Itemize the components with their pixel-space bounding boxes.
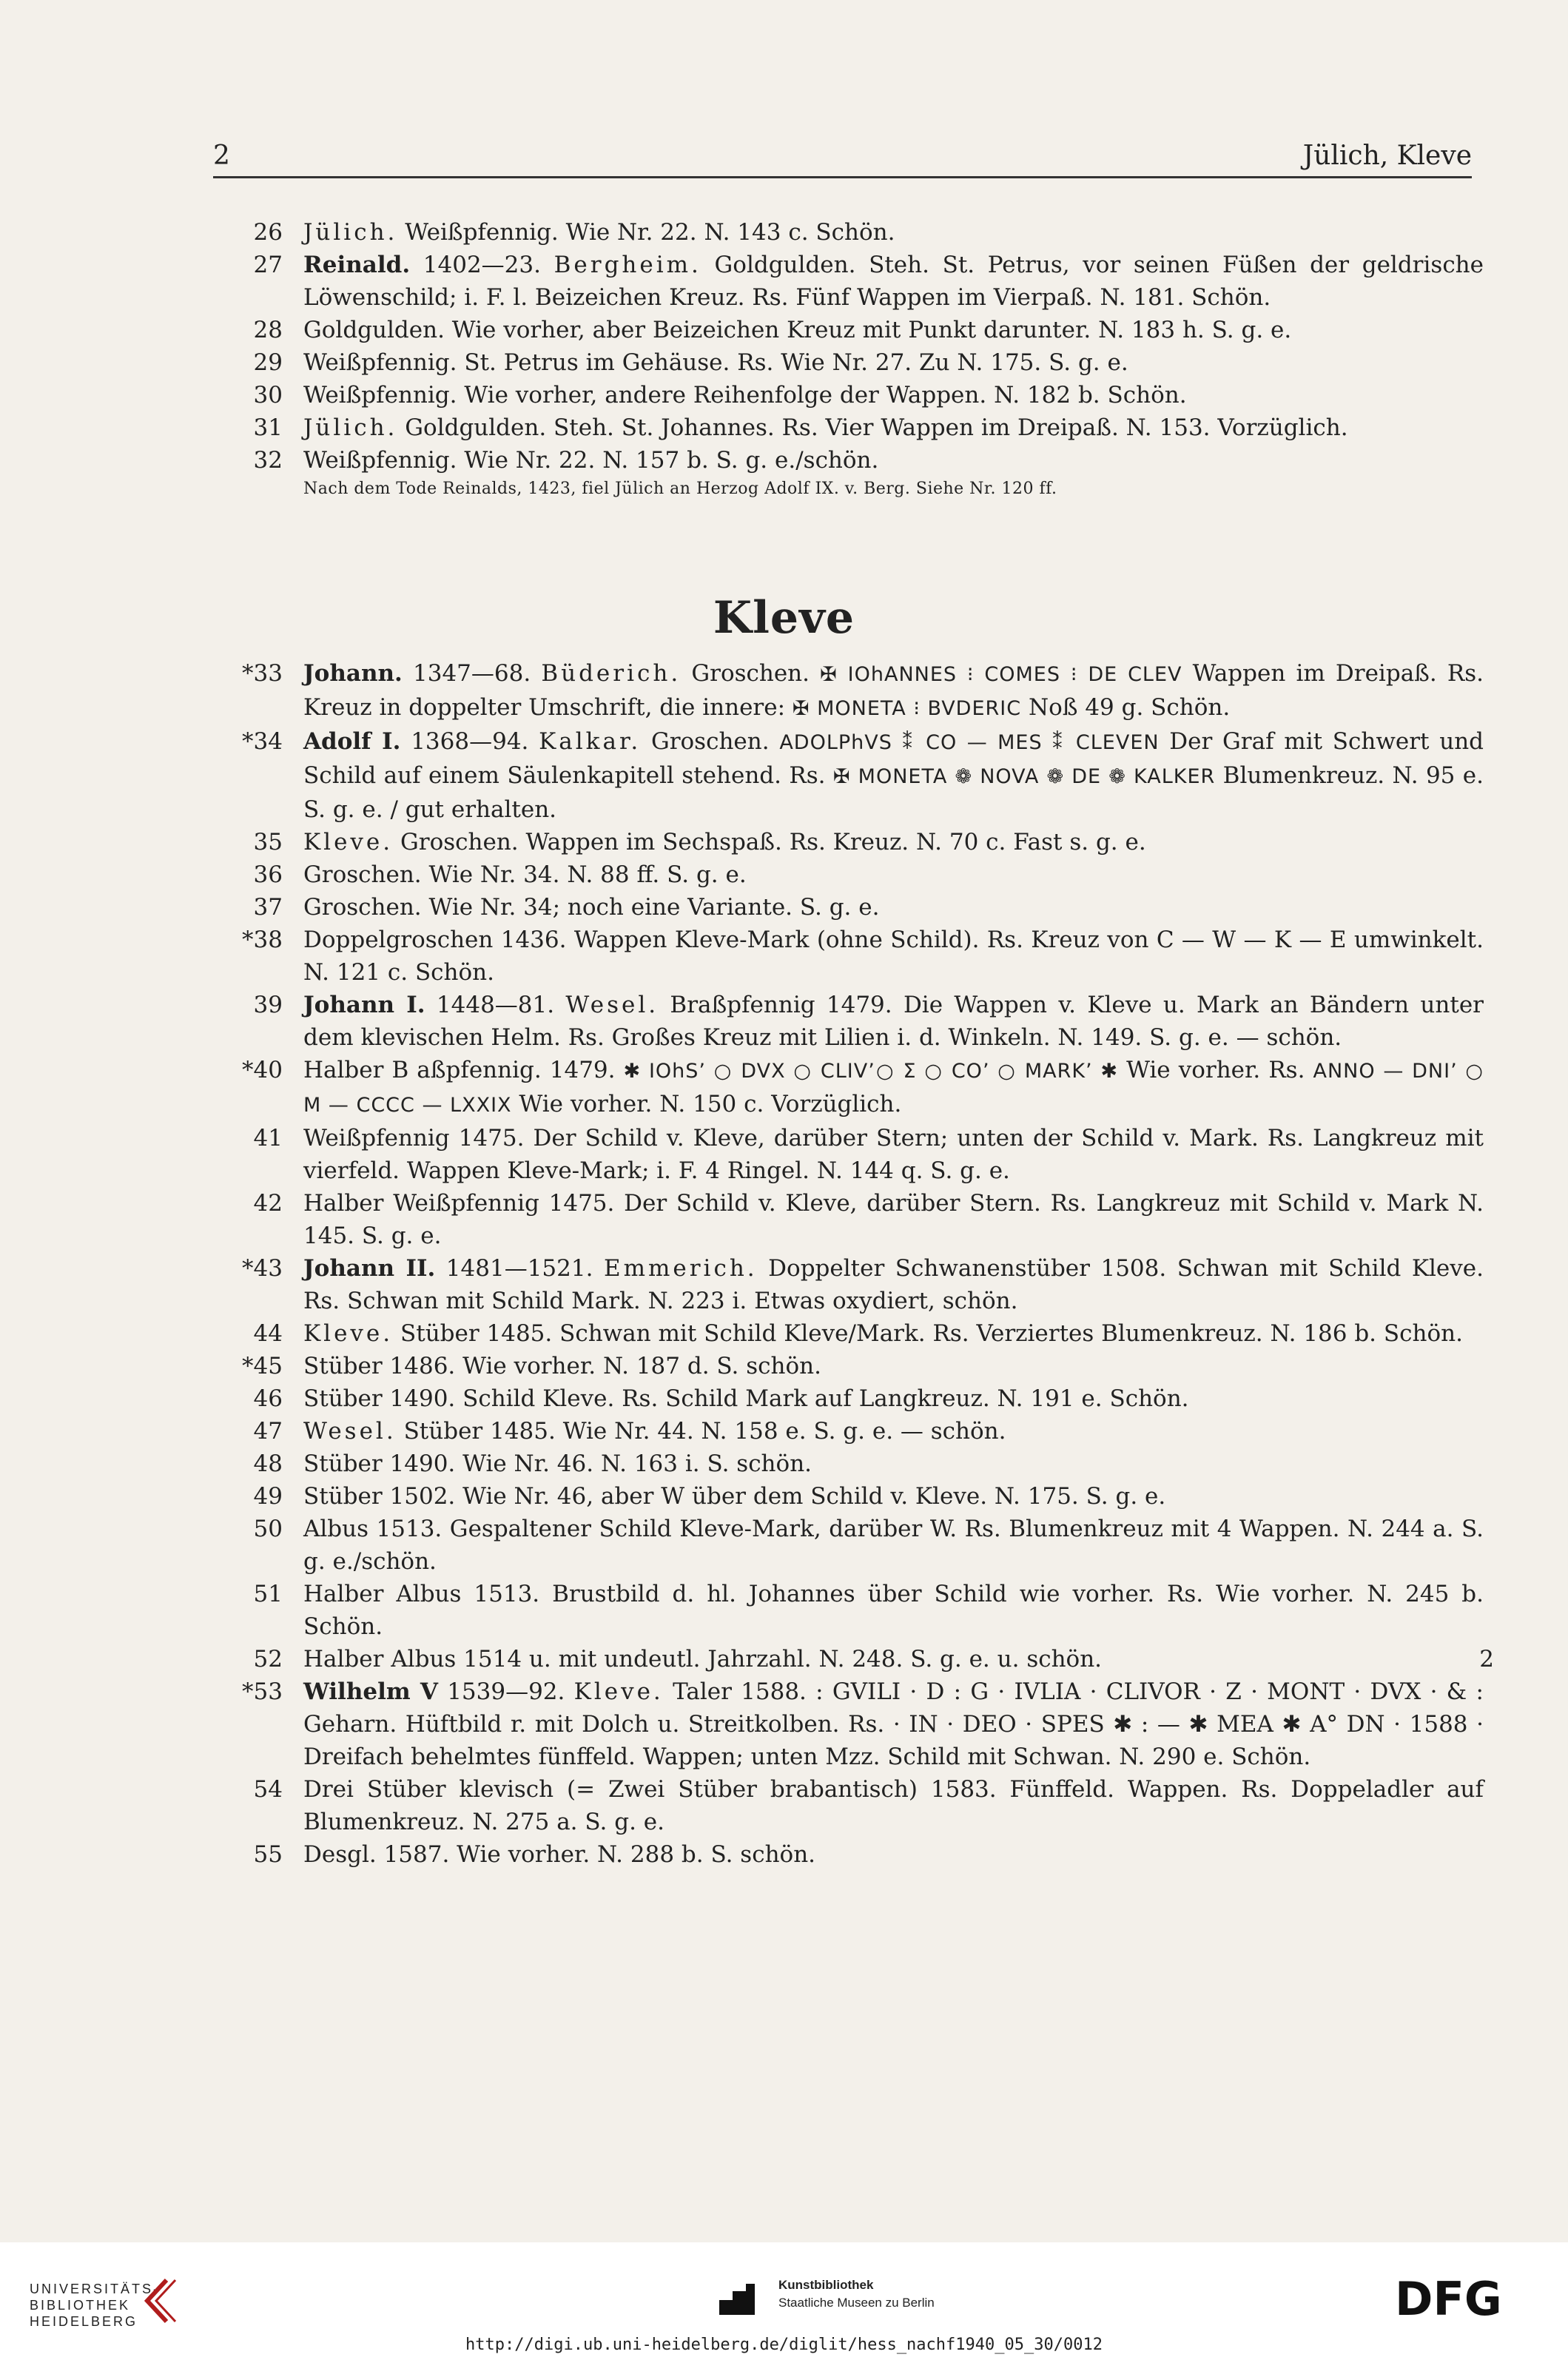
university-line: UNIVERSITÄTS- <box>30 2282 161 2296</box>
entry-number: 47 <box>253 1418 283 1445</box>
catalog-entry <box>222 657 1484 725</box>
ruler-name: Reinald. <box>303 252 411 278</box>
entry-text: Wappen im Dreipaß. Rs. Kreuz in doppelter Umschrift, die innere: <box>303 660 1484 721</box>
header-rule <box>213 176 1472 178</box>
catalog-entry <box>222 1122 1484 1187</box>
entry-text: Weißpfennig. Wie Nr. 22. N. 157 b. S. g. e./schön. <box>303 447 879 474</box>
entry-number: 37 <box>253 894 283 921</box>
catalog-entry <box>222 1513 1484 1578</box>
entry-number: *34 <box>242 728 283 755</box>
entry-text: Groschen. <box>681 660 821 687</box>
entry-text: Stüber 1486. Wie vorher. N. 187 d. S. schön. <box>303 1353 821 1379</box>
coin-legend: ANNO — DNI’ ○ M — CCCC — LXXIX <box>303 1060 1484 1117</box>
entry-number: 49 <box>253 1483 283 1510</box>
entry-text: 1481—1521. <box>435 1255 604 1282</box>
section-title: Kleve <box>713 592 855 644</box>
kb-subtitle: Staatliche Museen zu Berlin <box>778 2296 935 2310</box>
entry-text: 1368—94. <box>400 728 539 755</box>
entry-number: *40 <box>242 1057 283 1083</box>
catalog-entry <box>222 891 1484 924</box>
mint-place: Kalkar. <box>539 728 642 755</box>
entry-text: Halber Weißpfennig 1475. Der Schild v. Kleve, darüber Stern. Rs. Langkreuz mit Schild v. Mark N. 145. S. g. e. <box>303 1190 1484 1249</box>
entry-text: Groschen. Wie Nr. 34; noch eine Variante. S. g. e. <box>303 894 880 921</box>
historical-note: Nach dem Tode Reinalds, 1423, fiel Jülich an Herzog Adolf IX. v. Berg. Siehe Nr. 120 ff. <box>303 480 1057 498</box>
catalog-entry <box>222 1448 1484 1480</box>
dfg-text: DFG <box>1395 2276 1502 2321</box>
entry-text: Stüber 1502. Wie Nr. 46, aber W über dem Schild v. Kleve. N. 175. S. g. e. <box>303 1483 1166 1510</box>
entry-number: 48 <box>253 1450 283 1477</box>
mint-place: Wesel. <box>565 992 659 1018</box>
entry-text: Weißpfennig. Wie Nr. 22. N. 143 c. Schön. <box>397 219 895 246</box>
entry-number: 32 <box>253 447 283 474</box>
entry-number: 44 <box>253 1320 283 1347</box>
mint-place: Kleve. <box>303 1320 394 1347</box>
ruler-name: Wilhelm V <box>303 1678 438 1705</box>
catalog-entry <box>222 1054 1484 1122</box>
entry-text: Braßpfennig 1479. Die Wappen v. Kleve u. Mark an Bändern unter dem klevischen Helm. Rs. Großes Kreuz mit Lilien i. d. Winkeln. N. 149. S. g. e. — schön. <box>303 992 1484 1051</box>
entry-text: Weißpfennig 1475. Der Schild v. Kleve, darüber Stern; unten der Schild v. Mark. Rs. Langkreuz mit vierfeld. Wappen Kleve-Mark; i. F. 4 Ringel. N. 144 q. S. g. e. <box>303 1125 1484 1184</box>
page-number: 2 <box>213 141 230 171</box>
catalog-entry <box>222 1675 1484 1773</box>
entry-number: 52 <box>253 1646 283 1672</box>
entries-juelich <box>222 216 1484 502</box>
source-url[interactable]: http://digi.ub.uni-heidelberg.de/diglit/hess_nachf1940_05_30/0012 <box>465 2336 1103 2354</box>
entry-text: Blumenkreuz. N. 95 e. S. g. e. / gut erhalten. <box>303 762 1484 823</box>
entry-text: Stüber 1490. Wie Nr. 46. N. 163 i. S. schön. <box>303 1450 812 1477</box>
coin-legend: ✠ IOhANNES ⁝ COMES ⁝ DE CLEV <box>820 663 1182 686</box>
mint-place: Jülich. <box>303 414 398 441</box>
catalog-entry <box>222 379 1484 411</box>
ruler-name: Adolf I. <box>303 728 401 755</box>
catalog-entry <box>222 216 1484 249</box>
entry-text: Goldgulden. Wie vorher, aber Beizeichen Kreuz mit Punkt darunter. N. 183 h. S. g. e. <box>303 317 1292 343</box>
entry-number: 54 <box>253 1776 283 1803</box>
catalog-entry <box>222 1480 1484 1513</box>
entry-number: 50 <box>253 1516 283 1542</box>
ruler-name: Johann I. <box>303 992 425 1018</box>
coin-legend: ✠ MONETA ⁝ BVDERIC <box>792 697 1022 720</box>
entry-number: 55 <box>253 1841 283 1868</box>
entry-number: 26 <box>253 219 283 246</box>
university-line: HEIDELBERG <box>30 2314 138 2329</box>
entry-text: Drei Stüber klevisch (= Zwei Stüber brabantisch) 1583. Fünffeld. Wappen. Rs. Doppeladler auf Blumenkreuz. N. 275 a. S. g. e. <box>303 1776 1484 1835</box>
mint-place: Wesel. <box>303 1418 397 1445</box>
entry-text: 1402—23. <box>410 252 554 278</box>
entry-text: Doppelter Schwanenstüber 1508. Schwan mit Schild Kleve. Rs. Schwan mit Schild Mark. N. 223 i. Etwas oxydiert, schön. <box>303 1255 1484 1314</box>
catalog-entry <box>222 989 1484 1054</box>
entry-text: Stüber 1485. Schwan mit Schild Kleve/Mark. Rs. Verziertes Blumenkreuz. N. 186 b. Schön. <box>393 1320 1463 1347</box>
entry-text: Doppelgroschen 1436. Wappen Kleve-Mark (ohne Schild). Rs. Kreuz von C — W — K — E umwinkelt. N. 121 c. Schön. <box>303 927 1484 986</box>
entry-text: Der Graf mit Schwert und Schild auf einem Säulenkapitell stehend. Rs. <box>303 728 1484 789</box>
entry-text: Halber Albus 1514 u. mit undeutl. Jahrzahl. N. 248. S. g. e. u. schön. <box>303 1646 1103 1672</box>
entry-text: 1347—68. <box>402 660 542 687</box>
mint-place: Büderich. <box>541 660 682 687</box>
entry-text: Halber Albus 1513. Brustbild d. hl. Johannes über Schild wie vorher. Rs. Wie vorher. N. 245 b. Schön. <box>303 1581 1484 1640</box>
catalog-entry <box>222 1415 1484 1448</box>
catalog-entry <box>222 411 1484 444</box>
entry-text: Albus 1513. Gespaltener Schild Kleve-Mark, darüber W. Rs. Blumenkreuz mit 4 Wappen. N. 244 a. S. g. e./schön. <box>303 1516 1484 1575</box>
entry-number: *38 <box>242 927 283 953</box>
entry-text: Halber B aßpfennig. 1479. <box>303 1057 624 1083</box>
entry-number: 31 <box>253 414 283 441</box>
coin-legend: ✱ IOhS’ ○ DVX ○ CLIV’○ Σ ○ CO’ ○ MARK’ ✱ <box>623 1060 1119 1083</box>
footer-bar <box>0 2242 1568 2360</box>
catalog-entry <box>222 444 1484 477</box>
catalog-entry <box>222 858 1484 891</box>
catalog-entry <box>222 249 1484 314</box>
mint-place: Jülich. <box>303 219 398 246</box>
coin-legend: ADOLPhVS ⁑ CO — MES ⁑ CLEVEN <box>779 731 1160 754</box>
entry-number: 27 <box>253 252 283 278</box>
ruler-name: Johann II. <box>303 1255 436 1282</box>
entry-number: *33 <box>242 660 283 687</box>
margin-mark: 2 <box>1479 1646 1494 1672</box>
entry-text: Weißpfennig. St. Petrus im Gehäuse. Rs. Wie Nr. 27. Zu N. 175. S. g. e. <box>303 349 1128 376</box>
entry-number: *53 <box>242 1678 283 1705</box>
catalog-entry <box>222 314 1484 346</box>
mint-place: Kleve. <box>573 1678 664 1705</box>
catalog-entry <box>222 1252 1484 1317</box>
entry-number: 39 <box>253 992 283 1018</box>
mint-place: Kleve. <box>303 829 394 855</box>
kb-title: Kunstbibliothek <box>778 2278 874 2292</box>
entry-number: *43 <box>242 1255 283 1282</box>
dfg-logo <box>1395 2276 1543 2321</box>
entry-text: Stüber 1490. Schild Kleve. Rs. Schild Mark auf Langkreuz. N. 191 e. Schön. <box>303 1385 1189 1412</box>
entry-text: Goldgulden. Steh. St. Johannes. Rs. Vier Wappen im Dreipaß. N. 153. Vorzüglich. <box>397 414 1348 441</box>
entry-number: 35 <box>253 829 283 855</box>
entry-number: 30 <box>253 382 283 409</box>
running-head: Jülich, Kleve <box>1302 141 1472 171</box>
entry-text: 1539—92. <box>437 1678 574 1705</box>
entry-number: 41 <box>253 1125 283 1152</box>
entry-number: 36 <box>253 861 283 888</box>
catalog-entry <box>222 1643 1494 1675</box>
entry-text: Taler 1588. : GVILI · D : G · IVLIA · CLIVOR · Z · MONT · DVX · & : Geharn. Hüftbild r. mit Dolch u. Streitkolben. Rs. · IN · DEO · SPES ✱ : — ✱ MEA ✱ A° DN · 1588 · Dreifach behelmtes fünffeld. Wappen; unten Mzz. Schild mit Schwan. N. 290 e. Schön. <box>303 1678 1484 1770</box>
entry-number: 42 <box>253 1190 283 1217</box>
mint-place: Bergheim. <box>553 252 701 278</box>
catalog-entry <box>222 1578 1484 1643</box>
kunstbibliothek-logo-icon <box>716 2281 758 2318</box>
entry-number: *45 <box>242 1353 283 1379</box>
coin-legend: ✠ MONETA ❁ NOVA ❁ DE ❁ KALKER <box>832 765 1216 788</box>
entry-text: 1448—81. <box>425 992 566 1018</box>
entry-text: Weißpfennig. Wie vorher, andere Reihenfolge der Wappen. N. 182 b. Schön. <box>303 382 1187 409</box>
entry-text: Wie vorher. N. 150 c. Vorzüglich. <box>511 1091 902 1117</box>
kunstbibliothek-text <box>778 2276 935 2312</box>
ruler-name: Johann. <box>303 660 403 687</box>
catalog-entry <box>222 1838 1484 1871</box>
entry-text: Desgl. 1587. Wie vorher. N. 288 b. S. schön. <box>303 1841 816 1868</box>
university-logo-icon <box>137 2276 189 2327</box>
catalog-entry <box>222 725 1484 826</box>
entry-number: 46 <box>253 1385 283 1412</box>
entry-text: Noß 49 g. Schön. <box>1021 694 1231 721</box>
entry-text: Groschen. Wie Nr. 34. N. 88 ff. S. g. e. <box>303 861 747 888</box>
catalog-entry <box>222 1350 1484 1382</box>
catalog-entry <box>222 924 1484 989</box>
entry-number: 51 <box>253 1581 283 1607</box>
entry-number: 29 <box>253 349 283 376</box>
mint-place: Emmerich. <box>603 1255 758 1282</box>
catalog-entry <box>222 1382 1484 1415</box>
catalog-entry <box>222 1187 1484 1252</box>
entries-kleve <box>222 657 1494 1871</box>
entry-number: 28 <box>253 317 283 343</box>
catalog-entry <box>222 1773 1484 1838</box>
entry-text: Wie vorher. Rs. <box>1118 1057 1313 1083</box>
catalog-entry <box>222 826 1484 858</box>
university-line: BIBLIOTHEK <box>30 2298 131 2313</box>
catalog-entry <box>222 346 1484 379</box>
catalog-entry <box>222 1317 1484 1350</box>
entry-text: Stüber 1485. Wie Nr. 44. N. 158 e. S. g. e. — schön. <box>396 1418 1006 1445</box>
entry-text: Groschen. Wappen im Sechspaß. Rs. Kreuz. N. 70 c. Fast s. g. e. <box>393 829 1146 855</box>
entry-text: Goldgulden. Steh. St. Petrus, vor seinen Füßen der geldrische Löwenschild; i. F. l. Beizeichen Kreuz. Rs. Fünf Wappen im Vierpaß. N. 181. Schön. <box>303 252 1484 311</box>
entry-text: Groschen. <box>641 728 780 755</box>
